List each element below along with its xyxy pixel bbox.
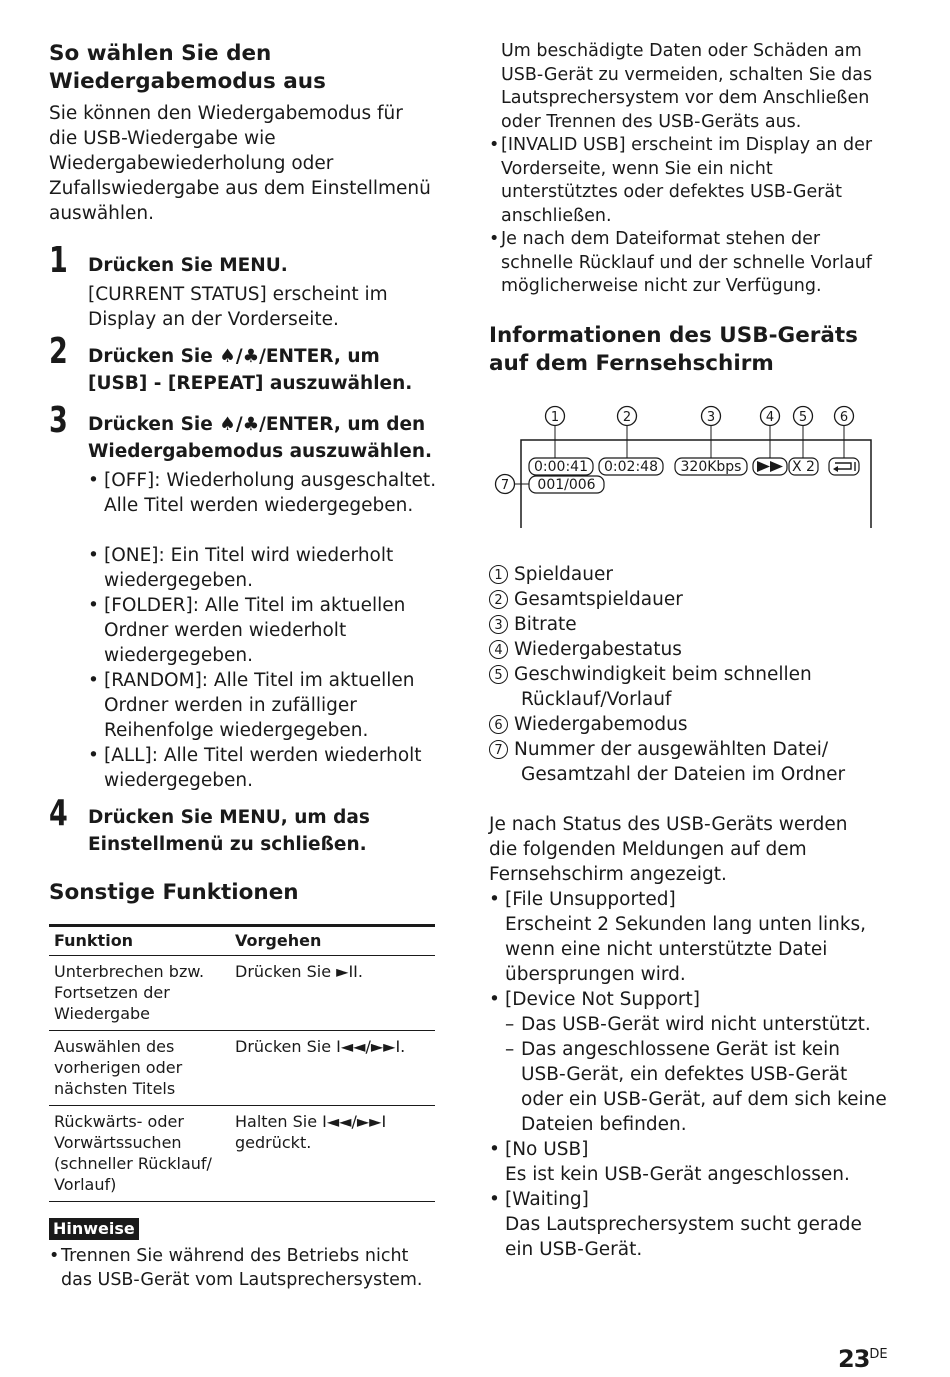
svg-text:001/006: 001/006 (537, 477, 596, 493)
message-text: Das angeschlossene Gerät ist kein USB-Gerät, ein defektes USB-Gerät oder ein USB-Gerät, auf dem sich keine Dateien befinden. (521, 1039, 887, 1135)
callout-2 (618, 407, 637, 426)
note-item: • [INVALID USB] erscheint im Display an der Vorderseite, wenn Sie ein nicht unterstütztes oder defektes USB-Gerät anschließen. (489, 134, 889, 228)
step-4-number: 4 (49, 793, 68, 834)
message-waiting: • [Waiting] Das Lautsprechersystem sucht gerade ein USB-Gerät. (489, 1189, 862, 1260)
legend-text: Gesamtspieldauer (514, 589, 683, 610)
table-cell: Drücken Sie I◄◄/►►I. (230, 1031, 435, 1106)
table-cell: Rückwärts- oder Vorwärtssuchen (schneller Rücklauf/ Vorlauf) (49, 1106, 230, 1202)
message-title: [Device Not Support] (505, 989, 701, 1010)
legend-number: 1 (489, 565, 508, 584)
message-text: Das USB-Gerät wird nicht unterstützt. (521, 1014, 871, 1035)
page-language: DE (869, 1347, 888, 1362)
svg-text:5: 5 (798, 410, 808, 425)
legend-item-4 (489, 637, 889, 662)
mode-item-text: [FOLDER]: Alle Titel im aktuellen Ordner werden wiederholt wiedergegeben. (104, 595, 406, 666)
legend-text: Bitrate (514, 614, 577, 635)
callout-4 (761, 407, 780, 426)
file-number-pill (529, 476, 604, 493)
callout-5 (794, 407, 813, 426)
step-2-title: Drücken Sie ♠/♣/ENTER, um [USB] - [REPEAT] auszuwählen. (88, 346, 413, 394)
callout-1 (546, 407, 565, 426)
svg-text:1: 1 (550, 410, 560, 425)
note-text: Trennen Sie während des Betriebs nicht das USB-Gerät vom Lautsprechersystem. (61, 1246, 423, 1290)
step-1-number: 1 (49, 240, 68, 281)
legend-item-6 (489, 712, 889, 737)
svg-text:0:00:41: 0:00:41 (534, 459, 588, 475)
heading-usb-info: Informationen des USB-Geräts auf dem Fernsehschirm (489, 323, 858, 376)
heading-playback-mode: So wählen Sie den Wiedergabemodus aus (49, 41, 326, 94)
legend-item-2 (489, 587, 889, 612)
note-item: • Trennen Sie während des Betriebs nicht das USB-Gerät vom Lautsprechersystem. (49, 1245, 439, 1292)
messages-intro: Je nach Status des USB-Geräts werden die folgenden Meldungen auf dem Fernsehschirm angezeigt. (489, 814, 848, 885)
note-text: Je nach dem Dateiformat stehen der schnelle Rücklauf und der schnelle Vorlauf möglicherweise nicht zur Verfügung. (501, 229, 872, 296)
svg-text:2: 2 (622, 410, 632, 425)
table-row (49, 1106, 435, 1202)
note-continuation (489, 40, 889, 134)
legend-text: Nummer der ausgewählten Datei/ Gesamtzahl der Dateien im Ordner (514, 739, 846, 785)
table-cell: Halten Sie I◄◄/►►I gedrückt. (230, 1106, 435, 1202)
note-text: [INVALID USB] erscheint im Display an der Vorderseite, wenn Sie ein nicht unterstütztes oder defektes USB-Gerät anschließen. (501, 135, 873, 226)
message-no-usb: • [No USB] Es ist kein USB-Gerät angeschlossen. (489, 1139, 850, 1185)
legend-text: Wiedergabemodus (514, 714, 688, 735)
svg-text:7: 7 (500, 478, 510, 493)
message-file-unsupported: • [File Unsupported] Erscheint 2 Sekunden lang unten links, wenn eine nicht unterstützte Datei übersprungen wird. (489, 889, 867, 985)
legend-number: 3 (489, 615, 508, 634)
page-number-value: 23 (838, 1345, 870, 1373)
legend-number: 2 (489, 590, 508, 609)
note-item: • Je nach dem Dateiformat stehen der schnelle Rücklauf und der schnelle Vorlauf möglicherweise nicht zur Verfügung. (489, 228, 889, 299)
legend-item-5 (489, 662, 889, 712)
step-3-title: Drücken Sie ♠/♣/ENTER, um den Wiedergabemodus auszuwählen. (88, 414, 433, 462)
table-cell: Unterbrechen bzw. Fortsetzen der Wiedergabe (49, 956, 230, 1031)
message-title: [File Unsupported] (505, 889, 676, 910)
heading-other-functions: Sonstige Funktionen (49, 880, 299, 905)
legend-item-1 (489, 562, 889, 587)
mode-item-off: • [OFF]: Wiederholung ausgeschaltet. Alle Titel werden wiedergegeben. (88, 470, 437, 516)
callout-7 (496, 475, 515, 494)
tv-screen-diagram (489, 400, 889, 532)
svg-text:4: 4 (765, 410, 775, 425)
table-header-row (49, 926, 435, 956)
legend-text: Spieldauer (514, 564, 613, 585)
mode-item-text: [RANDOM]: Alle Titel im aktuellen Ordner werden in zufälliger Reihenfolge wiedergegeben. (104, 670, 415, 741)
functions-table (49, 924, 435, 1202)
svg-text:3: 3 (706, 410, 716, 425)
legend-number: 7 (489, 740, 508, 759)
legend-number: 6 (489, 715, 508, 734)
table-header-procedure: Vorgehen (230, 926, 435, 956)
note-text: Um beschädigte Daten oder Schäden am USB-Gerät zu vermeiden, schalten Sie das Lautsprechersystem vor dem Anschließen oder Trennen des USB-Geräts aus. (501, 41, 873, 132)
notes-badge: Hinweise (49, 1218, 139, 1240)
table-cell: Auswählen des vorherigen oder nächsten Titels (49, 1031, 230, 1106)
legend-number: 4 (489, 640, 508, 659)
legend-item-3 (489, 612, 889, 637)
mode-item-one: • [ONE]: Ein Titel wird wiederholt wiedergegeben. (88, 543, 438, 593)
message-text: Es ist kein USB-Gerät angeschlossen. (505, 1164, 850, 1185)
svg-text:6: 6 (839, 410, 849, 425)
svg-text:X 2: X 2 (792, 459, 815, 475)
message-title: [Waiting] (505, 1189, 589, 1210)
repeat-mode-pill (829, 458, 859, 475)
mode-item-folder: • [FOLDER]: Alle Titel im aktuellen Ordner werden wiederholt wiedergegeben. (88, 593, 438, 668)
speed-pill (789, 458, 818, 475)
legend-number: 5 (489, 665, 508, 684)
legend-text: Wiedergabestatus (514, 639, 682, 660)
mode-item-random: • [RANDOM]: Alle Titel im aktuellen Ordner werden in zufälliger Reihenfolge wiedergegeben. (88, 668, 438, 743)
mode-item-text: [ALL]: Alle Titel werden wiederholt wiedergegeben. (104, 745, 422, 791)
table-row (49, 1031, 435, 1106)
step-1-body: [CURRENT STATUS] erscheint im Display an der Vorderseite. (88, 284, 388, 330)
callout-3 (702, 407, 721, 426)
table-header-function: Funktion (49, 926, 230, 956)
svg-text:0:02:48: 0:02:48 (604, 459, 658, 475)
playback-status-pill (753, 458, 787, 475)
step-2-number: 2 (49, 331, 68, 372)
message-text: Erscheint 2 Sekunden lang unten links, wenn eine nicht unterstützte Datei übersprungen wird. (505, 914, 867, 985)
page-number (838, 1345, 888, 1373)
mode-item-text: [ONE]: Ein Titel wird wiederholt wiedergegeben. (104, 545, 394, 591)
message-text: Das Lautsprechersystem sucht gerade ein USB-Gerät. (505, 1214, 862, 1260)
elapsed-time-pill (529, 458, 593, 475)
table-cell: Drücken Sie ►II. (230, 956, 435, 1031)
table-row (49, 956, 435, 1031)
step-3-number: 3 (49, 400, 68, 441)
svg-text:320Kbps: 320Kbps (680, 459, 742, 475)
message-device-not-support: • [Device Not Support] – Das USB-Gerät wird nicht unterstützt. – Das angeschlossene Gerät ist kein USB-Gerät, ein defektes USB-Gerät oder ein USB-Gerät, auf dem sich keine Dateien befinden. (489, 989, 887, 1135)
intro-paragraph: Sie können den Wiedergabemodus für die USB-Wiedergabe wie Wiedergabewiederholung oder Zufallswiedergabe aus dem Einstellmenü auswählen. (49, 103, 431, 224)
mode-item-text: [OFF]: Wiederholung ausgeschaltet. Alle Titel werden wiedergegeben. (104, 470, 437, 516)
total-time-pill (599, 458, 663, 475)
message-title: [No USB] (505, 1139, 589, 1160)
step-1-title: Drücken Sie MENU. (88, 255, 288, 276)
bitrate-pill (675, 458, 747, 475)
step-4-title: Drücken Sie MENU, um das Einstellmenü zu schließen. (88, 807, 370, 855)
callout-6 (835, 407, 854, 426)
mode-item-all: • [ALL]: Alle Titel werden wiederholt wiedergegeben. (88, 743, 438, 793)
legend-item-7 (489, 737, 889, 787)
legend-text: Geschwindigkeit beim schnellen Rücklauf/Vorlauf (514, 664, 812, 710)
